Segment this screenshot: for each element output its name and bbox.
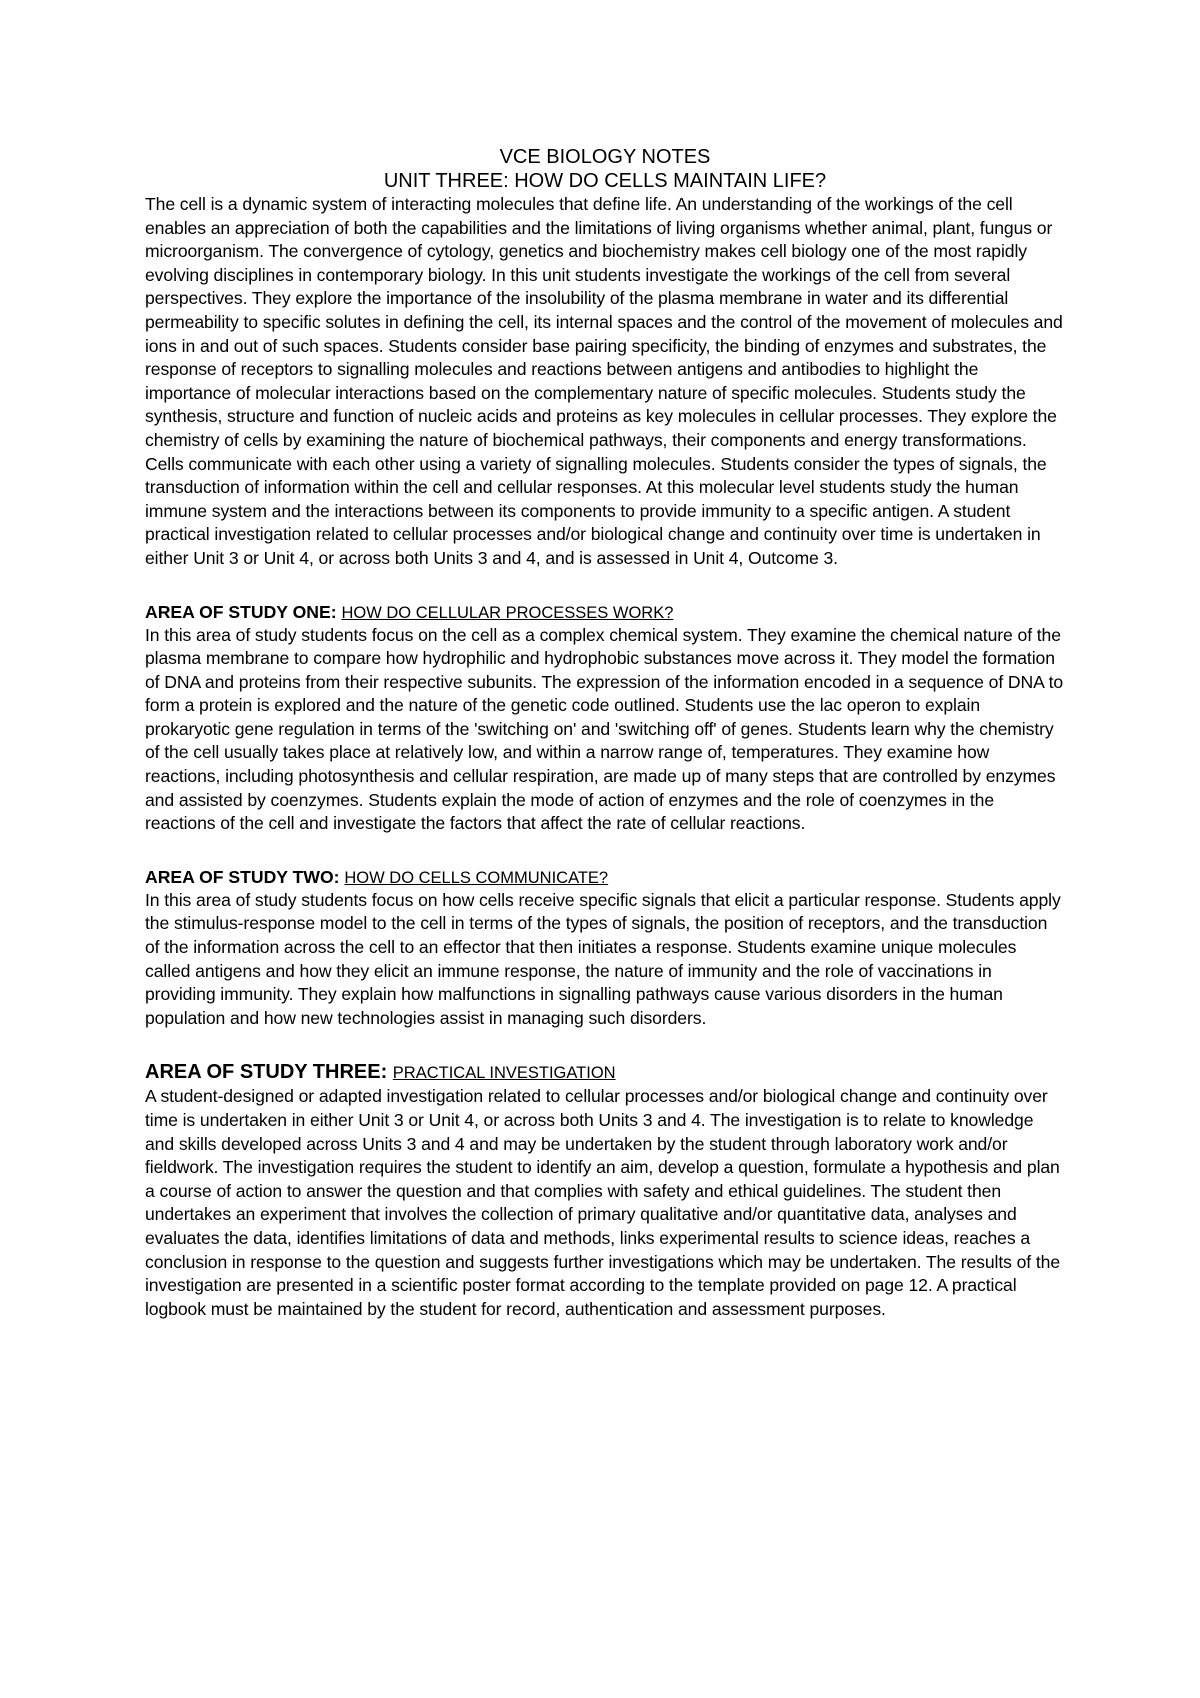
area-two-subtitle: HOW DO CELLS COMMUNICATE? [344, 868, 609, 887]
document-page [145, 145, 1065, 1321]
area-three-heading [145, 1060, 1065, 1085]
document-title-line1: VCE BIOLOGY NOTES [499, 146, 711, 168]
area-two-heading [145, 866, 1065, 889]
area-three-label: AREA OF STUDY THREE: [145, 1061, 393, 1084]
document-title-line2: UNIT THREE: HOW DO CELLS MAINTAIN LIFE? [383, 170, 827, 192]
area-of-study-one [145, 601, 1065, 836]
area-one-subtitle: HOW DO CELLULAR PROCESSES WORK? [341, 603, 674, 622]
area-three-subtitle: PRACTICAL INVESTIGATION [392, 1064, 616, 1083]
area-one-heading [145, 601, 1065, 624]
intro-paragraph: The cell is a dynamic system of interacting molecules that define life. An understanding of the workings of the cell enables an appreciation of both the capabilities and the limitations of living organisms whether animal, plant, fungus or microorganism. The convergence of cytology, genetics and biochemistry makes cell biology one of the most rapidly evolving disciplines in contemporary biology. In this unit students investigate the workings of the cell from several perspectives. They explore the importance of the insolubility of the plasma membrane in water and its differential permeability to specific solutes in defining the cell, its internal spaces and the control of the movement of molecules and ions in and out of such spaces. Students consider base pairing specificity, the binding of enzymes and substrates, the response of receptors to signalling molecules and reactions between antigens and antibodies to highlight the importance of molecular interactions based on the complementary nature of specific molecules. Students study the synthesis, structure and function of nucleic acids and proteins as key molecules in cellular processes. They explore the chemistry of cells by examining the nature of biochemical pathways, their components and energy transformations. Cells communicate with each other using a variety of signalling molecules. Students consider the types of signals, the transduction of information within the cell and cellular responses. At this molecular level students study the human immune system and the interactions between its components to provide immunity to a specific antigen. A student practical investigation related to cellular processes and/or biological change and continuity over time is undertaken in either Unit 3 or Unit 4, or across both Units 3 and 4, and is assessed in Unit 4, Outcome 3. [145, 194, 1063, 568]
area-one-body: In this area of study students focus on the cell as a complex chemical system. They examine the chemical nature of the plasma membrane to compare how hydrophilic and hydrophobic substances move across it. They model the formation of DNA and proteins from their respective subunits. The expression of the information encoded in a sequence of DNA to form a protein is explored and the nature of the genetic code outlined. Students use the lac operon to explain prokaryotic gene regulation in terms of the 'switching on' and 'switching off' of genes. Students learn why the chemistry of the cell usually takes place at relatively low, and within a narrow range of, temperatures. They examine how reactions, including photosynthesis and cellular respiration, are made up of many steps that are controlled by enzymes and assisted by coenzymes. Students explain the mode of action of enzymes and the role of coenzymes in the reactions of the cell and investigate the factors that affect the rate of cellular reactions. [145, 624, 1064, 834]
area-three-body: A student-designed or adapted investigation related to cellular processes and/or biological change and continuity over time is undertaken in either Unit 3 or Unit 4, or across both Units 3 and 4. The investigation is to relate to knowledge and skills developed across Units 3 and 4 and may be undertaken by the student through laboratory work and/or fieldwork. The investigation requires the student to identify an aim, develop a question, formulate a hypothesis and plan a course of action to answer the question and that complies with safety and ethical guidelines. The student then undertakes an experiment that involves the collection of primary qualitative and/or quantitative data, analyses and evaluates the data, identifies limitations of data and methods, links experimental results to science ideas, reaches a conclusion in response to the question and suggests further investigations which may be undertaken. The results of the investigation are presented in a scientific poster format according to the template provided on page 12. A practical logbook must be maintained by the student for record, authentication and assessment purposes. [145, 1086, 1061, 1319]
area-two-label: AREA OF STUDY TWO: [145, 866, 345, 887]
area-one-label: AREA OF STUDY ONE: [145, 601, 342, 622]
area-two-body: In this area of study students focus on how cells receive specific signals that elicit a particular response. Students apply the stimulus-response model to the cell in terms of the types of signals, the position of receptors, and the transduction of the information across the cell to an effector that then initiates a response. Students examine unique molecules called antigens and how they elicit an immune response, the nature of immunity and the role of vaccinations in providing immunity. They explain how malfunctions in signalling pathways cause various disorders in the human population and how new technologies assist in managing such disorders. [145, 889, 1061, 1028]
area-of-study-two [145, 866, 1065, 1031]
area-of-study-three [145, 1060, 1065, 1321]
